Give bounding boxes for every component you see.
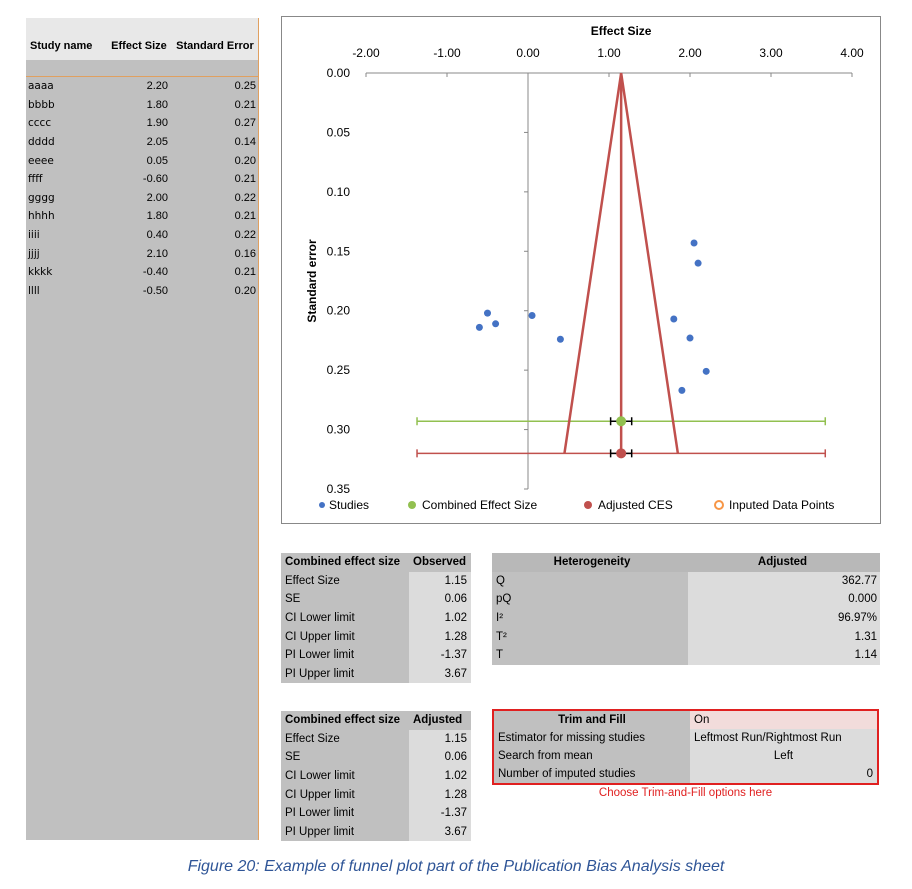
y-tick-label: 0.00 [326, 66, 350, 80]
study-point [678, 387, 685, 394]
table-row [281, 804, 471, 823]
row-label: T [492, 646, 688, 665]
header-study-name: Study name [30, 40, 93, 52]
study-name: iiii [28, 229, 40, 242]
trim-and-fill-box [492, 709, 879, 785]
table-row [26, 282, 258, 301]
study-standard-error: 0.16 [234, 247, 256, 260]
x-tick-label: 3.00 [759, 46, 783, 60]
table-row [26, 207, 258, 226]
table-row [26, 226, 258, 245]
trim-fill-title-row [494, 711, 877, 729]
row-value: 1.14 [688, 646, 880, 665]
row-value: 1.15 [409, 730, 471, 749]
y-tick-label: 0.30 [326, 422, 350, 437]
observed-table [281, 553, 471, 683]
study-effect-size: 0.05 [146, 154, 168, 167]
study-name: llll [28, 284, 40, 297]
table-row [281, 785, 471, 804]
study-standard-error: 0.21 [234, 210, 256, 223]
trim-fill-toggle[interactable]: On [690, 711, 877, 729]
row-label: SE [281, 590, 409, 609]
study-standard-error: 0.27 [234, 117, 256, 130]
figure-caption: Figure 20: Example of funnel plot part of the Publication Bias Analysis sheet [187, 858, 725, 875]
table-row [26, 133, 258, 152]
row-value: 1.31 [688, 627, 880, 646]
table-row [281, 590, 471, 609]
study-standard-error: 0.20 [234, 154, 256, 167]
row-value: 1.28 [409, 785, 471, 804]
study-name: aaaa [28, 80, 54, 93]
study-effect-size: -0.50 [142, 284, 168, 297]
y-tick-label: 0.10 [326, 184, 350, 199]
study-point [476, 324, 483, 331]
x-tick-label: -1.00 [433, 46, 461, 60]
row-value: 0.06 [409, 590, 471, 609]
table-row [281, 609, 471, 628]
table-row [281, 665, 471, 684]
x-tick-label: 0.00 [516, 46, 540, 60]
study-point [703, 368, 710, 375]
row-label: Effect Size [281, 730, 409, 749]
adjusted-point [616, 448, 626, 458]
table-row [492, 572, 880, 591]
table-row [26, 114, 258, 133]
study-point [670, 316, 677, 323]
study-standard-error: 0.21 [234, 98, 256, 111]
row-value: 0.000 [688, 590, 880, 609]
study-name: kkkk [28, 266, 53, 279]
study-name: jjjj [28, 247, 40, 260]
table-header-value: Adjusted [409, 711, 471, 730]
trim-fill-note: Choose Trim-and-Fill options here [598, 787, 773, 799]
combined-point [616, 416, 626, 426]
trim-fill-option-select[interactable]: Left [690, 747, 877, 765]
table-header-label: Combined effect size [281, 711, 409, 730]
table-header-value: Observed [409, 553, 471, 572]
table-row [26, 77, 258, 96]
row-value: -1.37 [409, 646, 471, 665]
row-value: 0.06 [409, 748, 471, 767]
y-tick-label: 0.05 [326, 125, 350, 140]
table-row [281, 572, 471, 591]
row-label: I² [492, 609, 688, 628]
study-standard-error: 0.14 [234, 136, 256, 149]
heterogeneity-table [492, 553, 880, 665]
trim-fill-option-label: Search from mean [494, 747, 690, 765]
table-row [492, 646, 880, 665]
table-row [492, 590, 880, 609]
study-effect-size: 2.20 [146, 80, 168, 93]
table-row [281, 730, 471, 749]
row-value: 1.28 [409, 627, 471, 646]
trim-fill-option-select[interactable]: 0 [690, 765, 877, 783]
x-tick-label: 4.00 [840, 46, 864, 60]
row-value: 3.67 [409, 665, 471, 684]
table-header-row [281, 711, 471, 730]
study-standard-error: 0.21 [234, 173, 256, 186]
y-axis-label: Standard error [305, 239, 319, 323]
legend-imputed-marker [715, 501, 723, 509]
study-effect-size: 1.80 [146, 98, 168, 111]
study-effect-size: 1.80 [146, 210, 168, 223]
study-name: eeee [28, 154, 54, 167]
trim-fill-option-label: Number of imputed studies [494, 765, 690, 783]
study-point [484, 310, 491, 317]
legend-studies-marker [319, 502, 325, 508]
row-label: CI Lower limit [281, 767, 409, 786]
table-row [26, 189, 258, 208]
legend-combined-label: Combined Effect Size [422, 498, 538, 512]
study-standard-error: 0.21 [234, 266, 256, 279]
x-tick-label: -2.00 [352, 46, 380, 60]
study-name: cccc [28, 117, 52, 130]
trim-fill-title: Trim and Fill [494, 711, 690, 729]
table-row [492, 609, 880, 628]
row-label: PI Lower limit [281, 646, 409, 665]
funnel-plot-svg [282, 17, 880, 523]
trim-fill-option-row [494, 765, 877, 783]
row-value: 3.67 [409, 823, 471, 842]
study-point [492, 320, 499, 327]
study-standard-error: 0.25 [234, 80, 256, 93]
row-label: PI Upper limit [281, 823, 409, 842]
legend-imputed-label: Inputed Data Points [729, 498, 835, 512]
table-row [281, 748, 471, 767]
legend-studies-label: Studies [329, 498, 370, 512]
row-label: CI Lower limit [281, 609, 409, 628]
header-standard-error: Standard Error [176, 40, 254, 52]
row-value: -1.37 [409, 804, 471, 823]
y-tick-label: 0.15 [326, 244, 350, 259]
legend-adjusted-marker [584, 501, 592, 509]
y-tick-label: 0.25 [326, 363, 350, 378]
table-row [26, 244, 258, 263]
study-name: hhhh [28, 210, 55, 223]
study-point [557, 336, 564, 343]
table-row [281, 823, 471, 842]
study-effect-size: -0.40 [142, 266, 168, 279]
study-table-header [26, 18, 258, 60]
study-name: gggg [28, 191, 55, 204]
study-standard-error: 0.22 [234, 229, 256, 242]
trim-fill-option-select[interactable]: Leftmost Run/Rightmost Run [690, 729, 877, 747]
study-point [529, 312, 536, 319]
row-value: 1.02 [409, 609, 471, 628]
chart-title: Effect Size [590, 24, 652, 38]
row-label: T² [492, 627, 688, 646]
heterogeneity-header: Heterogeneity [492, 553, 688, 572]
table-row [26, 170, 258, 189]
row-label: CI Upper limit [281, 785, 409, 804]
table-row [26, 263, 258, 282]
adjusted-header: Adjusted [688, 553, 880, 572]
trim-fill-option-row [494, 747, 877, 765]
table-row [281, 646, 471, 665]
study-point [687, 335, 694, 342]
adjusted-table [281, 711, 471, 841]
heterogeneity-header-row [492, 553, 880, 572]
row-label: Effect Size [281, 572, 409, 591]
study-standard-error: 0.22 [234, 191, 256, 204]
funnel-plot [281, 16, 881, 524]
row-label: SE [281, 748, 409, 767]
y-tick-label: 0.35 [326, 482, 350, 496]
study-name: dddd [28, 136, 55, 149]
row-value: 1.15 [409, 572, 471, 591]
legend-combined-marker [408, 501, 416, 509]
study-effect-size: 2.00 [146, 191, 168, 204]
study-effect-size: 2.05 [146, 136, 168, 149]
study-standard-error: 0.20 [234, 284, 256, 297]
study-effect-size: 2.10 [146, 247, 168, 260]
study-effect-size: -0.60 [142, 173, 168, 186]
row-value: 1.02 [409, 767, 471, 786]
x-tick-label: 1.00 [597, 46, 621, 60]
row-value: 362.77 [688, 572, 880, 591]
header-effect-size: Effect Size [111, 40, 167, 52]
row-label: PI Upper limit [281, 665, 409, 684]
study-name: ffff [28, 173, 43, 186]
study-effect-size: 1.90 [146, 117, 168, 130]
row-label: Q [492, 572, 688, 591]
table-header-row [281, 553, 471, 572]
row-value: 96.97% [688, 609, 880, 628]
legend-adjusted-label: Adjusted CES [598, 498, 673, 512]
table-header-label: Combined effect size [281, 553, 409, 572]
y-tick-label: 0.20 [326, 303, 350, 318]
row-label: pQ [492, 590, 688, 609]
study-point [695, 260, 702, 267]
study-point [691, 239, 698, 246]
trim-fill-option-label: Estimator for missing studies [494, 729, 690, 747]
study-effect-size: 0.40 [146, 229, 168, 242]
table-row [26, 151, 258, 170]
x-tick-label: 2.00 [678, 46, 702, 60]
table-row [281, 627, 471, 646]
study-table [26, 18, 259, 840]
study-rows [26, 76, 258, 300]
row-label: CI Upper limit [281, 627, 409, 646]
trim-fill-option-row [494, 729, 877, 747]
table-row [281, 767, 471, 786]
table-row [26, 96, 258, 115]
study-name: bbbb [28, 98, 55, 111]
table-row [492, 627, 880, 646]
row-label: PI Lower limit [281, 804, 409, 823]
